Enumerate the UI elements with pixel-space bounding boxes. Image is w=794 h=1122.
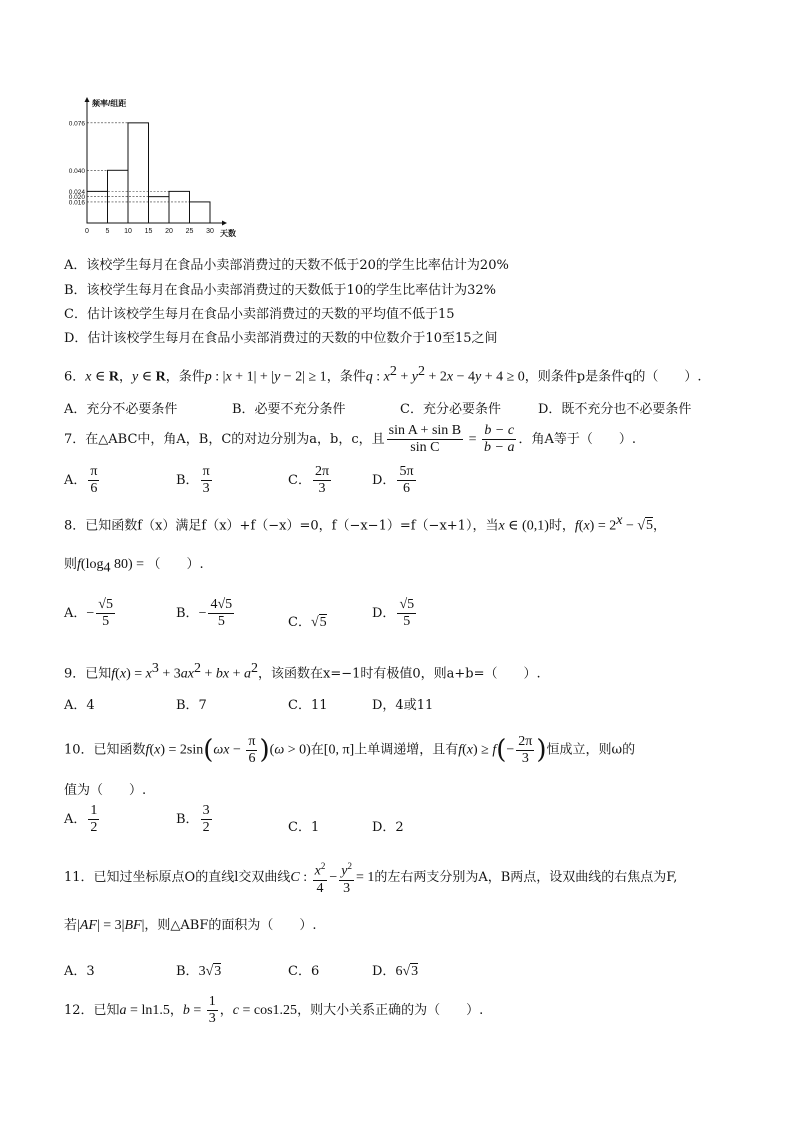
question-10: 10．已知函数f(x) = 2sin(ωx − $\frac{\pi}{6}$ )(ω > 0)在[0, π]上单调递增，且有f(x) ≥ f(− $\frac{2\pi}{3}$ )恒成立，则ω的 bbox=[64, 733, 636, 766]
q11-option-a[interactable]: A．3 bbox=[64, 964, 95, 979]
q8-option-c[interactable]: C．√5 bbox=[288, 615, 327, 630]
x-tick-label: 30 bbox=[206, 228, 214, 235]
histogram-bar bbox=[169, 191, 190, 223]
question-10-cont: 值为（ ）. bbox=[64, 783, 147, 798]
histogram-bar bbox=[190, 202, 211, 223]
y-tick-label: 0.020 bbox=[68, 194, 85, 202]
x-tick-label: 25 bbox=[185, 228, 194, 235]
q8-option-b[interactable]: B．− $\frac{4√5}{5}$ bbox=[176, 597, 233, 629]
q6-option-b[interactable]: B．必要不充分条件 bbox=[232, 402, 346, 417]
q9-option-a[interactable]: A．4 bbox=[64, 698, 95, 713]
q7-option-c[interactable]: C． $\frac{2\pi}{3}$ bbox=[288, 464, 330, 496]
q5-option-a[interactable]: A．该校学生每月在食品小卖部消费过的天数不低于20的学生比率估计为20% bbox=[64, 258, 509, 273]
q10-option-a[interactable]: A． $\frac{1}{2}$ bbox=[64, 803, 98, 835]
q10-option-c[interactable]: C．1 bbox=[288, 820, 320, 835]
q6-option-c[interactable]: C．充分必要条件 bbox=[400, 402, 501, 417]
x-tick-label: 5 bbox=[105, 228, 110, 235]
histogram-bar bbox=[128, 123, 149, 223]
q8-option-d[interactable]: D． $\frac{√5}{5}$ bbox=[372, 597, 415, 629]
question-7: 7．在△ABC中，角A，B，C的对边分别为a，b，c，且 $\frac{\text{sin A + sin B}}{\text{sin C}}$ = $\frac{b - c}{b - a}$ ．角A等于（ ）. bbox=[64, 423, 637, 455]
x-tick-label: 0 bbox=[85, 228, 89, 235]
frequency-histogram bbox=[60, 95, 250, 245]
question-12: 12．已知a = ln1.5，b = $\frac{1}{3}$ ，c = cos1.25，则大小关系正确的为（ ）. bbox=[64, 994, 484, 1026]
question-11: 11．已知过坐标原点O的直线l交双曲线C : $\frac{x^2}{4}$ − $\frac{y^2}{3}$ = 1的左右两支分别为A，B两点，设双曲线的右焦点为F, bbox=[64, 858, 677, 897]
histogram-bar bbox=[149, 197, 170, 223]
x-axis-arrow bbox=[222, 221, 227, 226]
q7-option-b[interactable]: B． $\frac{\pi}{3}$ bbox=[176, 464, 210, 496]
y-tick-label: 0.040 bbox=[68, 167, 85, 175]
q10-option-d[interactable]: D．2 bbox=[372, 820, 404, 835]
x-tick-label: 10 bbox=[124, 228, 132, 235]
q8-option-a[interactable]: A．− $\frac{√5}{5}$ bbox=[64, 597, 113, 629]
q7-option-d[interactable]: D． $\frac{5\pi}{6}$ bbox=[372, 464, 414, 496]
q5-option-b[interactable]: B．该校学生每月在食品小卖部消费过的天数低于10的学生比率估计为32% bbox=[64, 283, 496, 298]
question-11-cont: 若|AF| = 3|BF|，则△ABF的面积为（ ）. bbox=[64, 918, 317, 933]
q6-option-a[interactable]: A．充分不必要条件 bbox=[64, 402, 178, 417]
y-axis-arrow bbox=[85, 97, 90, 102]
histogram-bar bbox=[108, 170, 129, 223]
q5-option-c[interactable]: C．估计该校学生每月在食品小卖部消费过的天数的平均值不低于15 bbox=[64, 307, 455, 322]
x-tick-label: 15 bbox=[144, 228, 153, 235]
histogram-bar bbox=[87, 191, 108, 223]
q6-option-d[interactable]: D．既不充分也不必要条件 bbox=[538, 402, 692, 417]
q11-option-c[interactable]: C．6 bbox=[288, 964, 320, 979]
x-axis-label: 天数 bbox=[220, 229, 236, 238]
q11-option-b[interactable]: B．3√3 bbox=[176, 964, 222, 979]
q9-option-c[interactable]: C．11 bbox=[288, 698, 328, 713]
q9-option-d[interactable]: D，4或11 bbox=[372, 698, 434, 713]
question-6: 6．x ∈ R，y ∈ R，条件p : |x + 1| + |y − 2| ≥ 1，条件q : $x^2 + y^2 + 2x - 4y + 4 \ge 0$，则条件p是条件q的（ ）. bbox=[64, 364, 702, 385]
question-9: 9．已知$f(x) = x^3 + 3ax^2$ + bx + $a^2$，该函数在x=−1时有极值0，则a+b=（ ）. bbox=[64, 661, 541, 682]
y-tick-label: 0.024 bbox=[68, 188, 85, 196]
question-8-cont: 则$f(\log_4$ 80) = （ ）. bbox=[64, 557, 204, 576]
q9-option-b[interactable]: B．7 bbox=[176, 698, 207, 713]
q10-option-b[interactable]: B． $\frac{3}{2}$ bbox=[176, 803, 210, 835]
q11-option-d[interactable]: D．6√3 bbox=[372, 964, 419, 979]
question-8: 8．已知函数f（x）满足f（x）+f（−x）=0，f（−x−1）=f（−x+1），当x ∈ (0,1)时，$f(x) = 2^x - √5$， bbox=[64, 513, 667, 534]
q5-option-d[interactable]: D．估计该校学生每月在食品小卖部消费过的天数的中位数介于10至15之间 bbox=[64, 331, 498, 346]
q7-option-a[interactable]: A． $\frac{\pi}{6}$ bbox=[64, 464, 98, 496]
y-axis-label: 频率/组距 bbox=[92, 99, 127, 108]
x-tick-label: 20 bbox=[165, 228, 173, 235]
y-tick-label: 0.016 bbox=[68, 199, 85, 207]
y-tick-label: 0.076 bbox=[68, 120, 85, 128]
